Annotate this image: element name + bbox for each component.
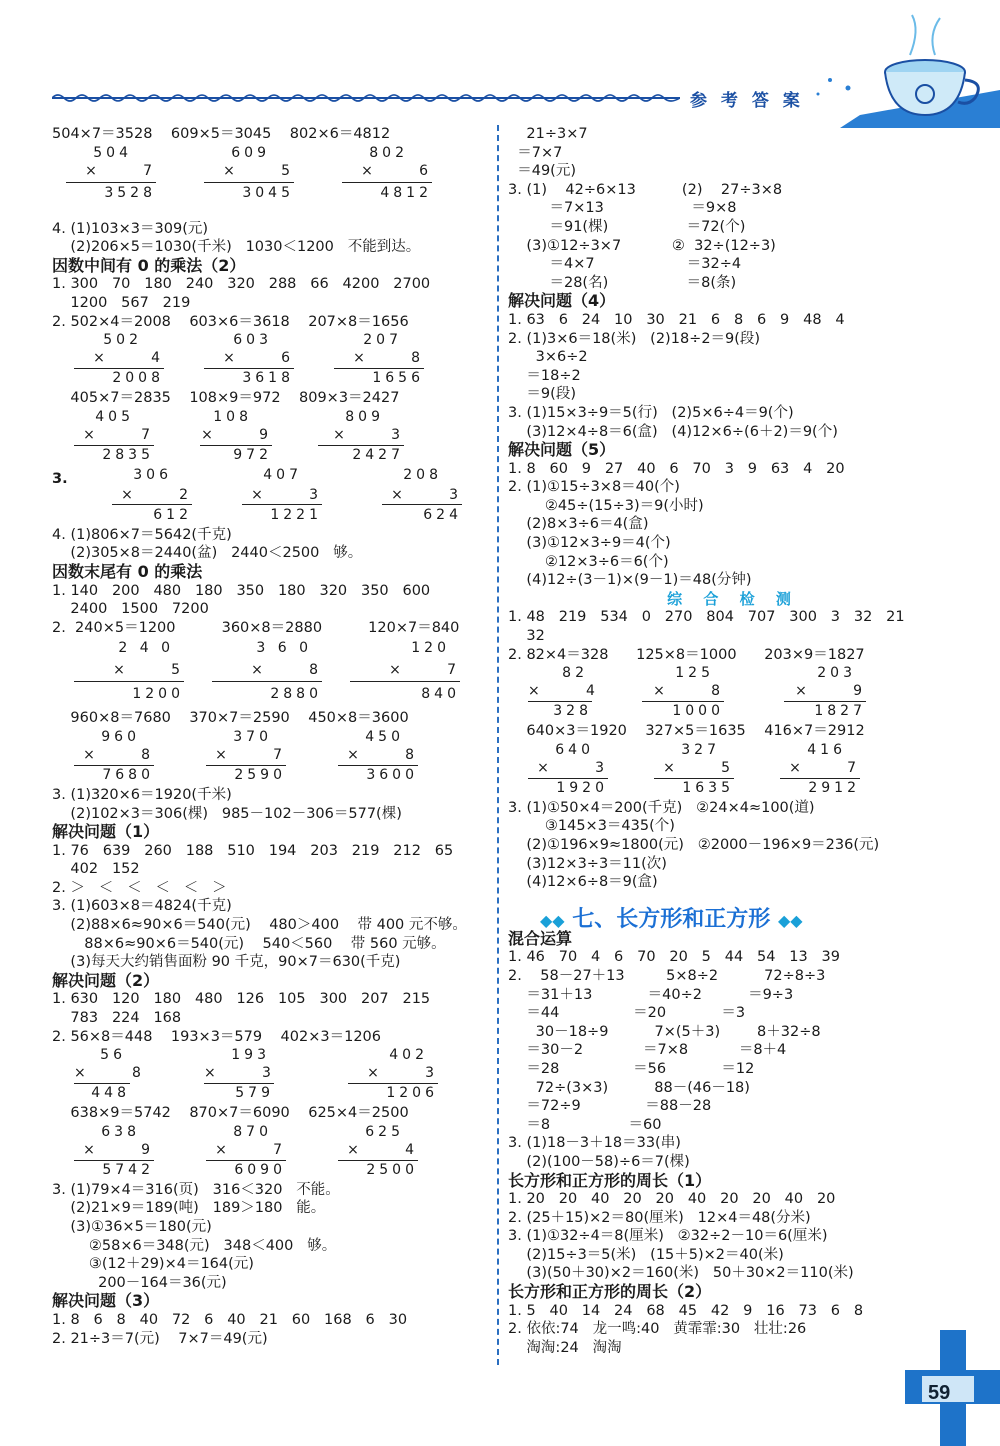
answer-line: 2. 240×5＝1200 360×8＝2880 120×7＝840 <box>52 619 460 636</box>
vertical-calc: 504 × 7 3528 <box>66 144 156 218</box>
answer-line: ＝7×7 <box>508 144 563 161</box>
answer-line: (2)8×3÷6＝4(盒) <box>508 516 649 533</box>
answer-line: 3. (1)603×8＝4824(千克) <box>52 898 232 915</box>
answer-line: (3)(50＋30)×2＝160(米) 50＋30×2＝110(米) <box>508 1265 854 1282</box>
answer-line: 3. (1)79×4＝316(页) 316＜320 不能。 <box>52 1181 340 1198</box>
vertical-calc: 405 × 7 2835 <box>74 408 154 464</box>
vertical-calc: 603 × 6 3618 <box>204 331 294 387</box>
answer-line: ＝28(名) ＝8(条) <box>508 274 737 291</box>
answer-line: ②12×3÷6＝6(个) <box>508 553 669 570</box>
answer-line: 3. (1)15×3÷9＝5(行) (2)5×6÷4＝9(个) <box>508 404 794 421</box>
answer-line: ＝8 ＝60 <box>508 1116 662 1133</box>
answer-line: 4. (1)103×3＝309(元) <box>52 220 209 237</box>
vertical-calc: 203 × 9 1827 <box>784 664 866 720</box>
answer-line: ②58×6＝348(元) 348＜400 够。 <box>52 1237 337 1254</box>
vertical-calc: 306 × 2 612 <box>112 466 192 524</box>
vertical-calc-row <box>52 408 492 466</box>
vertical-calc: 809 × 3 2427 <box>318 408 404 464</box>
page-number: 59 <box>928 1382 951 1404</box>
vertical-calc: 3 6 0 × 8 2880 <box>212 637 322 707</box>
answer-line: 2. 82×4＝328 125×8＝1000 203×9＝1827 <box>508 646 865 663</box>
vertical-calc: 120 × 7 840 <box>350 637 460 707</box>
answer-line: (2)①196×9≈1800(元) ②2000－196×9＝236(元) <box>508 837 880 853</box>
answer-line: 2400 1500 7200 <box>52 601 209 618</box>
vertical-calc: 640 × 3 1920 <box>528 741 608 797</box>
section-heading: 解决问题（4） <box>508 291 616 311</box>
answer-line: 2. 502×4＝2008 603×6＝3618 207×8＝1656 <box>52 313 409 330</box>
answer-line: (3)①12×3÷9＝4(个) <box>508 535 671 552</box>
answer-line: (3)12×3÷3＝11(次) <box>508 855 667 872</box>
answer-line: 4. (1)806×7＝5642(千克) <box>52 526 232 543</box>
answer-line: 638×9＝5742 870×7＝6090 625×4＝2500 <box>52 1105 409 1122</box>
answer-line: (3)每天大约销售面粉 90 千克，90×7＝630(千克) <box>52 954 401 971</box>
answer-line: 2. 56×8＝448 193×3＝579 402×3＝1206 <box>52 1028 381 1045</box>
answer-line: ＝18÷2 <box>508 367 581 384</box>
vertical-calc: 207 × 8 1656 <box>334 331 424 387</box>
teacup-illustration <box>800 10 1000 130</box>
answer-line: 3. (1)①32÷4＝8(厘米) ②32÷2－10＝6(厘米) <box>508 1228 828 1245</box>
answer-line: (4)12÷(3－1)×(9－1)＝48(分钟) <box>508 572 752 589</box>
answer-line: ＝31＋13 ＝40÷2 ＝9÷3 <box>508 986 794 1003</box>
vertical-calc-row <box>52 637 492 709</box>
answer-line: 1. 46 70 4 6 70 20 5 44 54 13 39 <box>508 949 840 966</box>
answer-line: ＝91(棵) ＝72(个) <box>508 218 746 235</box>
answer-line: 2. 依依:74 龙一鸣:40 黄霏霏:30 壮壮:26 <box>508 1321 807 1338</box>
answer-line: 2. 21÷3＝7(元) 7×7＝49(元) <box>52 1330 268 1347</box>
answer-line: 1200 567 219 <box>52 294 191 311</box>
section-heading: 因数中间有 0 的乘法（2） <box>52 255 246 275</box>
vertical-calc: 960 × 8 7680 <box>74 728 154 784</box>
answer-line: 1. 140 200 480 180 350 180 320 350 600 <box>52 582 431 599</box>
vertical-calc-row <box>52 1123 492 1181</box>
subsection-title: 综 合 检 测 <box>667 589 799 608</box>
vertical-calc-row <box>52 144 492 220</box>
header-title: 参 考 答 案 <box>690 91 804 111</box>
left-column <box>52 125 492 1348</box>
answer-line: 30－18÷9 7×(5＋3) 8＋32÷8 <box>508 1023 821 1040</box>
decorative-chain-border <box>52 92 680 104</box>
answer-line: (3)①12÷3×7 ② 32÷(12÷3) <box>508 237 776 254</box>
vertical-calc: 193 × 3 579 <box>204 1047 275 1102</box>
section-heading: 解决问题（3） <box>52 1291 160 1311</box>
vertical-calc: 125 × 8 1000 <box>642 664 724 720</box>
section-heading: 解决问题（1） <box>52 822 160 842</box>
section-heading: 解决问题（2） <box>52 970 160 990</box>
answer-line: 21÷3×7 <box>508 126 588 142</box>
answer-line: ＝49(元) <box>508 163 576 180</box>
vertical-calc-row <box>52 331 492 389</box>
answer-line: (2)15÷3＝5(米) (15＋5)×2＝40(米) <box>508 1246 784 1263</box>
answer-line: 1. 630 120 180 480 126 105 300 207 215 <box>52 991 431 1008</box>
answer-line: 200－164＝36(元) <box>52 1274 227 1291</box>
answer-line: 2. ＞ ＜ ＜ ＜ ＜ ＞ <box>52 879 227 896</box>
answer-line: 2. 58－27＋13 5×8÷2 72÷8÷3 <box>508 967 826 984</box>
answer-line: 783 224 168 <box>52 1010 182 1027</box>
chapter-title: 七、长方形和正方形 <box>572 907 771 932</box>
answer-line: 3. (1)①50×4＝200(千克) ②24×4≈100(道) <box>508 799 815 816</box>
vertical-calc: 208 × 3 624 <box>382 466 462 524</box>
answer-line: (3)①36×5＝180(元) <box>52 1219 212 1235</box>
section-heading: 长方形和正方形的周长（1） <box>508 1170 712 1190</box>
answer-line: 1. 5 40 14 24 68 45 42 9 16 73 6 8 <box>508 1302 864 1319</box>
vertical-calc: 82 × 4 328 <box>528 665 599 720</box>
answer-line: ②45÷(15÷3)＝9(小时) <box>508 497 704 514</box>
vertical-calc: 609 × 5 3045 <box>204 144 294 218</box>
section-heading: 长方形和正方形的周长（2） <box>508 1282 712 1302</box>
answer-line: 1. 8 60 9 27 40 6 70 3 9 63 4 20 <box>508 460 845 477</box>
vertical-calc-row <box>52 728 492 786</box>
answer-line: 1. 76 639 260 188 510 194 203 219 212 65 <box>52 842 454 859</box>
column-divider <box>497 125 499 1365</box>
vertical-calc: 402 × 3 1206 <box>348 1046 438 1102</box>
answer-line: (2)102×3＝306(棵) 985－102－306＝577(棵) <box>52 805 402 822</box>
answer-line: ＝9(段) <box>508 386 576 403</box>
vertical-calc: 2 4 0 × 5 1200 <box>74 637 184 707</box>
answer-line: ＝44 ＝20 ＝3 <box>508 1005 746 1022</box>
answer-line: 3×6÷2 <box>508 349 588 366</box>
vertical-calc: 625 × 4 2500 <box>338 1123 418 1179</box>
answer-line: (2)88×6≈90×6＝540(元) 480＞400 带 400 元不够。 <box>52 917 467 934</box>
answer-line: 1. 48 219 534 0 270 804 707 300 3 32 21 <box>508 609 905 626</box>
vertical-calc: 108 × 9 972 <box>201 408 272 463</box>
vertical-calc-row <box>508 741 958 799</box>
answer-line: (2)305×8＝2440(盆) 2440＜2500 够。 <box>52 545 363 562</box>
vertical-calc: 502 × 4 2008 <box>74 331 164 387</box>
answer-line: 960×8＝7680 370×7＝2590 450×8＝3600 <box>52 710 409 727</box>
answer-line: (2)(100－58)÷6＝7(棵) <box>508 1153 690 1170</box>
diamond-icon: ◆◆ <box>540 911 565 930</box>
page-header <box>0 0 1000 125</box>
answer-line: ＝7×13 ＝9×8 <box>508 200 737 217</box>
vertical-calc-row <box>52 1046 492 1104</box>
answer-line: 2. (1)3×6＝18(米) (2)18÷2＝9(段) <box>508 330 761 347</box>
answer-line: ＝30－2 ＝7×8 ＝8＋4 <box>508 1042 787 1059</box>
vertical-calc: 56 × 8 448 <box>74 1047 145 1102</box>
answer-line: (3)12×4÷8＝6(盒) (4)12×6÷(6＋2)＝9(个) <box>508 423 838 440</box>
answer-line: 淘淘:24 淘淘 <box>508 1339 622 1356</box>
answer-line: 3. (1)320×6＝1920(千米) <box>52 786 232 803</box>
answer-line: 88×6≈90×6＝540(元) 540＜560 带 560 元够。 <box>52 935 446 952</box>
answer-line: 402 152 <box>52 861 140 878</box>
answer-line: ＝72÷9 ＝88－28 <box>508 1098 712 1115</box>
answer-line: 1. 300 70 180 240 320 288 66 4200 2700 <box>52 276 431 293</box>
section-heading: 因数末尾有 0 的乘法 <box>52 561 203 581</box>
answer-line: ③145×3＝435(个) <box>508 818 675 835</box>
answer-line: 405×7＝2835 108×9＝972 809×3＝2427 <box>52 390 400 407</box>
answer-line: 3. (1)18－3＋18＝33(串) <box>508 1135 681 1152</box>
answer-line: 1. 20 20 40 20 20 40 20 20 40 20 <box>508 1191 836 1208</box>
vertical-calc: 802 × 6 4812 <box>342 144 432 218</box>
vertical-calc: 416 × 7 2912 <box>780 741 860 797</box>
answer-line: (2)206×5＝1030(千米) 1030＜1200 不能到达。 <box>52 239 421 256</box>
answer-line: 32 <box>508 628 545 645</box>
vertical-calc: 638 × 9 5742 <box>74 1123 154 1179</box>
vertical-calc: 870 × 7 6090 <box>206 1123 286 1179</box>
answer-line: 640×3＝1920 327×5＝1635 416×7＝2912 <box>508 723 865 740</box>
answer-line: 504×7＝3528 609×5＝3045 802×6＝4812 <box>52 126 391 142</box>
right-column <box>508 125 958 1357</box>
vertical-calc: 327 × 5 1635 <box>654 741 734 797</box>
vertical-calc: 407 × 3 1221 <box>242 466 322 524</box>
answer-line: ③(12＋29)×4＝164(元) <box>52 1256 254 1273</box>
answer-line: 2. (25＋15)×2＝80(厘米) 12×4＝48(分米) <box>508 1209 811 1226</box>
answer-line: 1. 8 6 8 40 72 6 40 21 60 168 6 30 <box>52 1311 408 1328</box>
section-heading: 解决问题（5） <box>508 440 616 460</box>
vertical-calc-row <box>508 664 958 722</box>
answer-line: (2)21×9＝189(吨) 189＞180 能。 <box>52 1200 326 1217</box>
section-heading: 混合运算 <box>508 928 573 948</box>
answer-line: 3. (1) 42÷6×13 (2) 27÷3×8 <box>508 181 783 198</box>
answer-line: (4)12×6÷8＝9(盒) <box>508 874 658 891</box>
answer-line: ＝28 ＝56 ＝12 <box>508 1060 755 1077</box>
answer-line: 1. 63 6 24 10 30 21 6 8 6 9 48 4 <box>508 311 845 328</box>
vertical-calc: 450 × 8 3600 <box>338 728 418 784</box>
vertical-calc-row: 3. 306 × 2 612 407 × 3 1221 208 × 3 624 <box>52 466 462 523</box>
vertical-calc: 370 × 7 2590 <box>206 728 286 784</box>
answer-line: 2. (1)①15÷3×8＝40(个) <box>508 479 680 496</box>
diamond-icon: ◆◆ <box>777 911 803 930</box>
chapter-heading <box>540 902 803 933</box>
answer-line: 72÷(3×3) 88－(46－18) <box>508 1079 750 1096</box>
answer-line: ＝4×7 ＝32÷4 <box>508 256 742 273</box>
